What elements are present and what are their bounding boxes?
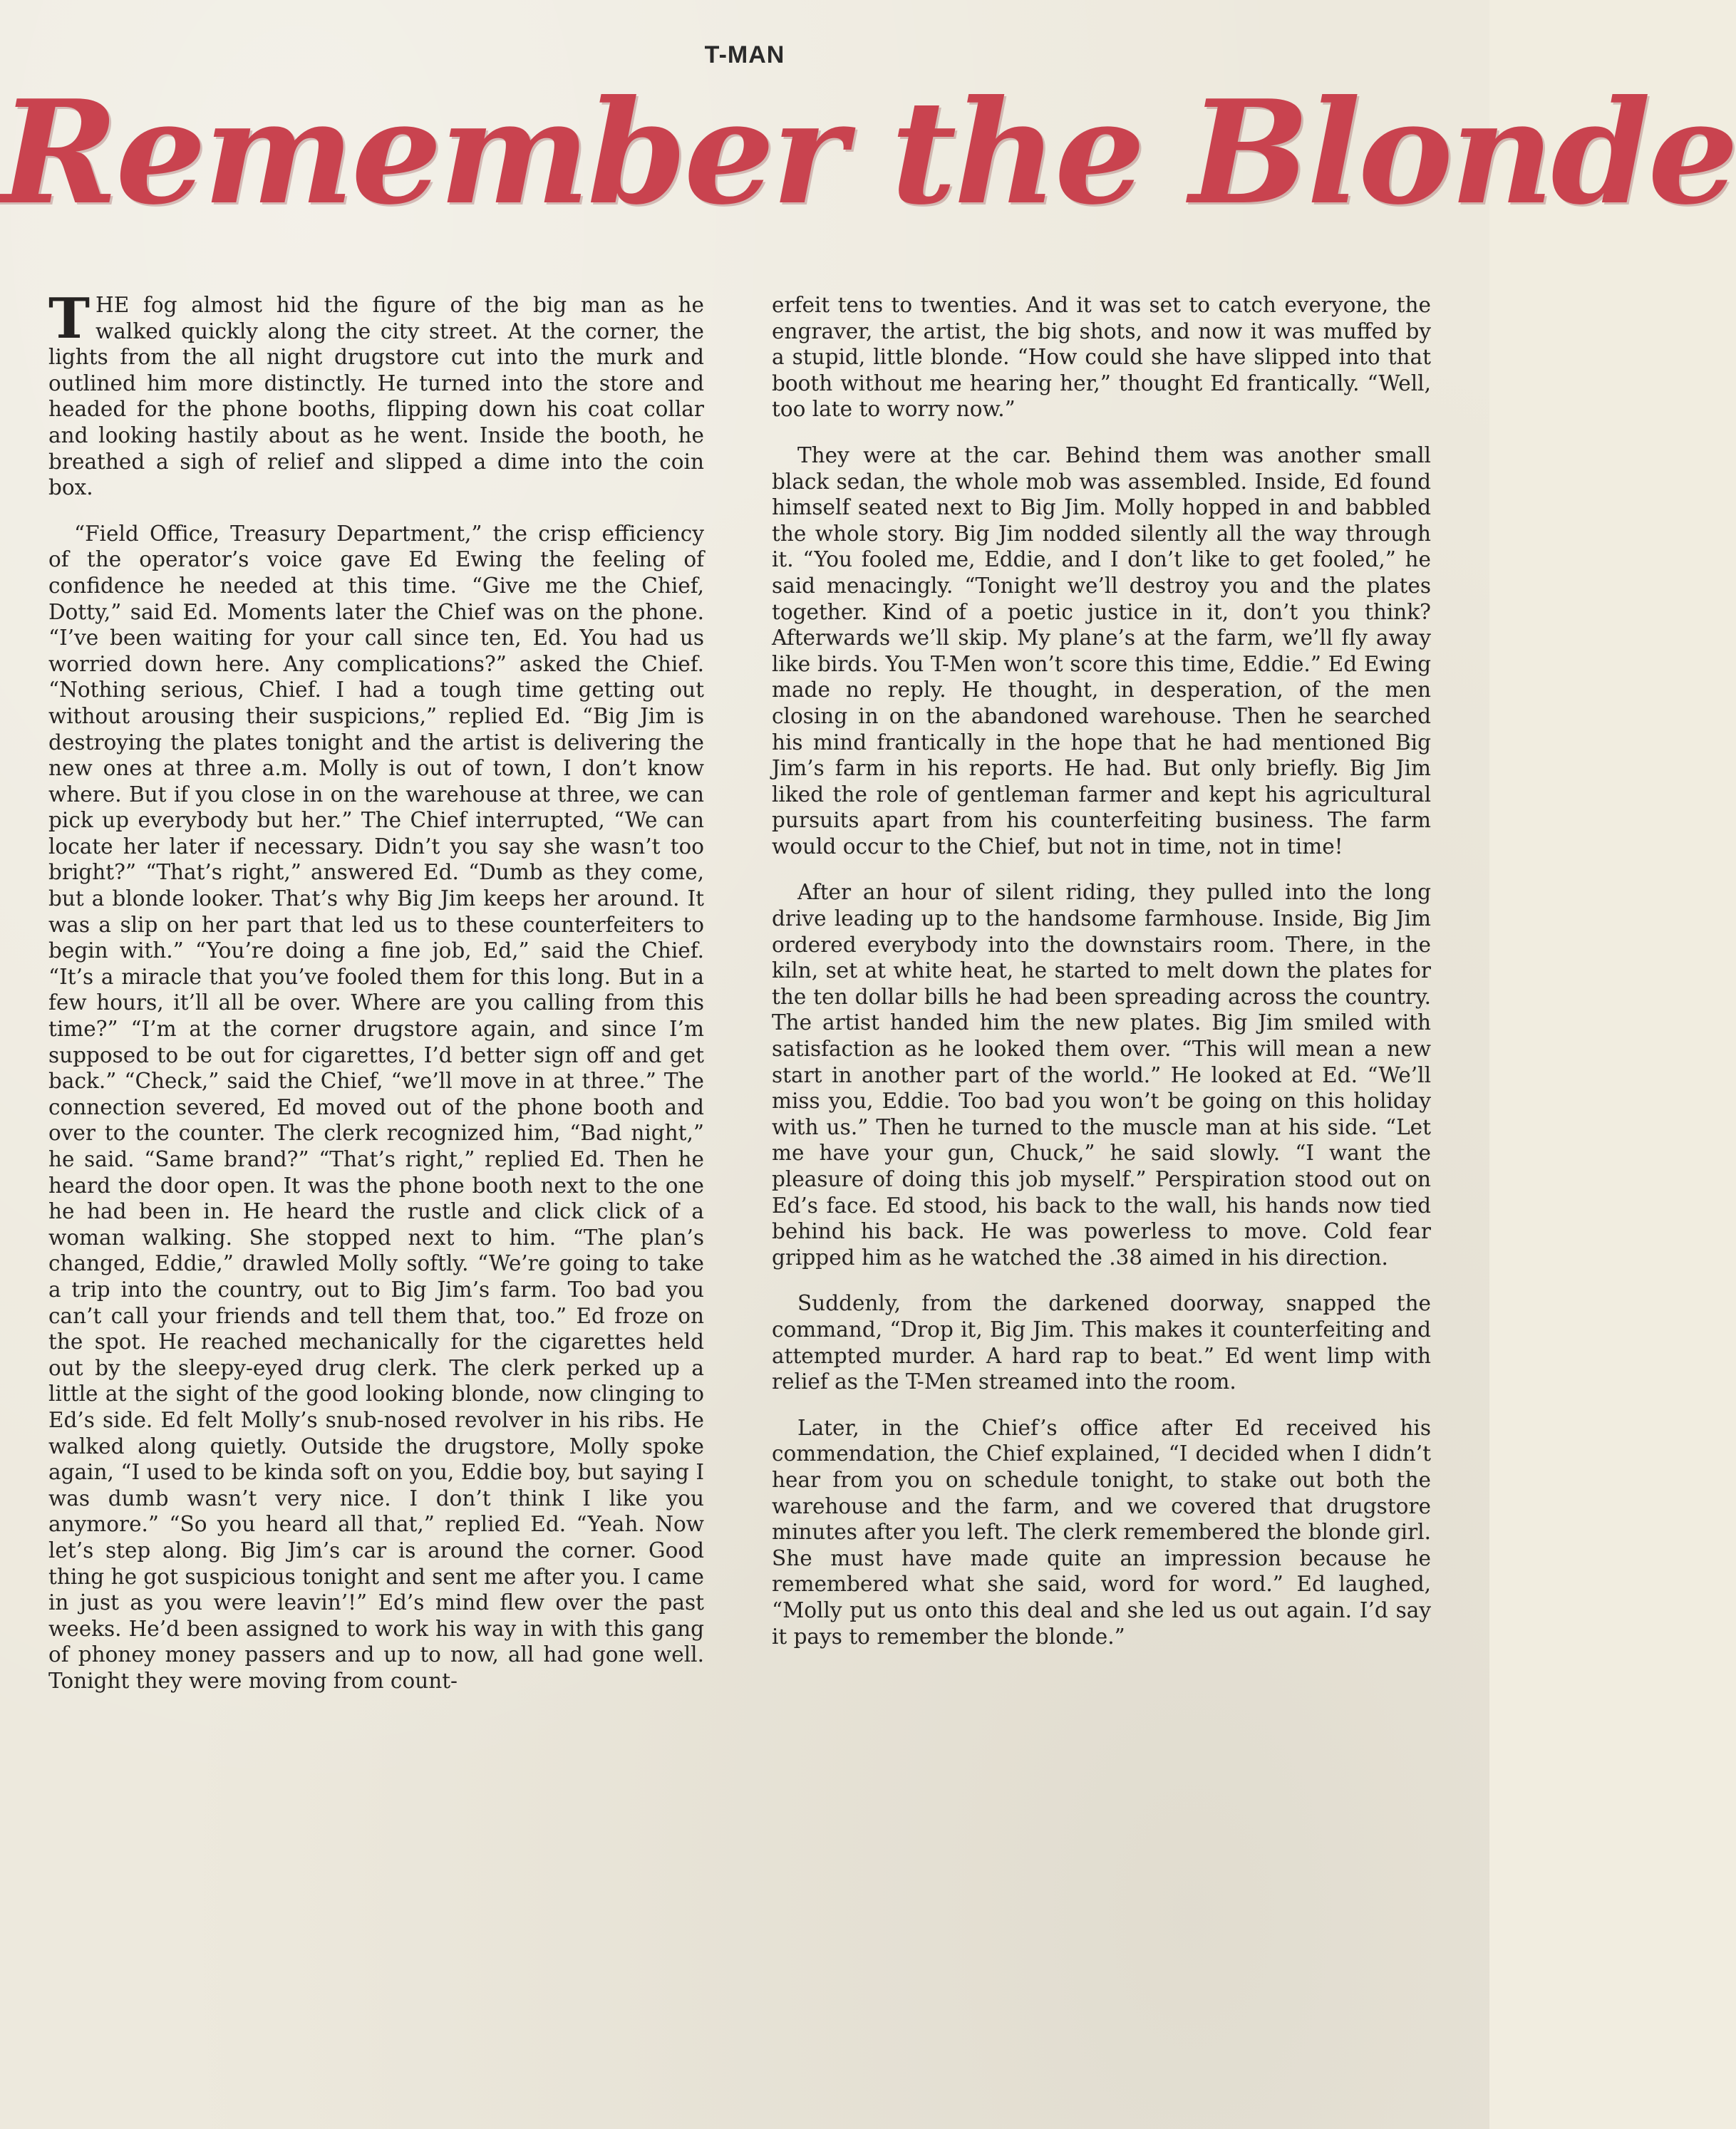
paragraph-6: Later, in the Chief’s office after Ed received his commendation, the Chief explained, “I decided when I didn’t hear from you on schedule tonight, to stake out both the warehouse and the farm, and we covered that drugstore minutes after you left. The clerk remembered the blonde girl. She must have made quite an impression because he remembered what she said, word for word.” Ed laughed, “Molly put us onto this deal and she led us out again. I’d say it pays to remember the blonde.” [772,1415,1431,1649]
paragraph-2-continued: erfeit tens to twenties. And it was set to catch everyone, the engraver, the artist, the big shots, and now it was muffed by a stupid, little blonde. “How could she have slipped into that booth without me hearing her,” thought Ed frantically. “Well, too late to worry now.” [772,293,1431,422]
series-name: T-MAN [704,41,785,68]
paragraph-1-text: HE fog almost hid the figure of the big man as he walked quickly along the city street. At the corner, the lights from the all night drugstore cut into the murk and outlined him more distinctly. He turned into the store and headed for the phone booths, flipping down his coat collar and looking hastily about as he went. Inside the booth, he breathed a sigh of relief and slipped a dime into the coin box. [48,293,704,500]
paragraph-4: After an hour of silent riding, they pulled into the long drive leading up to the handsome farmhouse. Inside, Big Jim ordered everybody into the downstairs room. There, in the kiln, set at white heat, he started to melt down the plates for the ten dollar bills he had been spreading across the country. The artist handed him the new plates. Big Jim smiled with satisfaction as he looked them over. “This will mean a new start in another part of the world.” He looked at Ed. “We’ll miss you, Eddie. Too bad you won’t be going on this holiday with us.” Then he turned to the muscle man at his side. “Let me have your gun, Chuck,” he said slowly. “I want the pleasure of doing this job myself.” Perspiration stood out on Ed’s face. Ed stood, his back to the wall, his hands now tied behind his back. He was powerless to move. Cold fear gripped him as he watched the .38 aimed in his direction. [772,880,1431,1270]
left-column [48,286,704,1714]
paragraph-3: They were at the car. Behind them was another small black sedan, the whole mob was assembled. Inside, Ed found himself seated next to Big Jim. Molly hopped in and babbled the whole story. Big Jim nodded silently all the way through it. “You fooled me, Eddie, and I don’t like to get fooled,” he said menacingly. “Tonight we’ll destroy you and the plates together. Kind of a poetic justice in it, don’t you think? Afterwards we’ll skip. My plane’s at the farm, we’ll fly away like birds. You T-Men won’t score this time, Eddie.” Ed Ewing made no reply. He thought, in desperation, of the men closing in on the abandoned warehouse. Then he searched his mind frantically in the hope that he had mentioned Big Jim’s farm in his reports. He had. But only briefly. Big Jim liked the role of gentleman farmer and kept his agricultural pursuits apart from his counterfeiting business. The farm would occur to the Chief, but not in time, not in time! [772,442,1431,859]
right-column [772,292,1431,1669]
paragraph-5: Suddenly, from the darkened doorway, snapped the command, “Drop it, Big Jim. This makes it counterfeiting and attempted murder. A hard rap to beat.” Ed went limp with relief as the T-Men streamed into the room. [772,1291,1431,1394]
story-title: Remember the Blonde [0,69,1736,237]
paragraph-1 [48,286,704,501]
paragraph-2: “Field Office, Treasury Department,” the crisp efficiency of the operator’s voice gave Ed Ewing the feeling of confidence he needed at this time. “Give me the Chief, Dotty,” said Ed. Moments later the Chief was on the phone. “I’ve been waiting for your call since ten, Ed. You had us worried down here. Any complications?” asked the Chief. “Nothing serious, Chief. I had a tough time getting out without arousing their suspicions,” replied Ed. “Big Jim is destroying the plates tonight and the artist is delivering the new ones at three a.m. Molly is out of town, I don’t know where. But if you close in on the warehouse at three, we can pick up everybody but her.” The Chief interrupted, “We can locate her later if necessary. Didn’t you say she wasn’t too bright?” “That’s right,” answered Ed. “Dumb as they come, but a blonde looker. That’s why Big Jim keeps her around. It was a slip on her part that led us to these counterfeiters to begin with.” “You’re doing a fine job, Ed,” said the Chief. “It’s a miracle that you’ve fooled them for this long. But in a few hours, it’ll all be over. Where are you calling from this time?” “I’m at the corner drugstore again, and since I’m supposed to be out for cigarettes, I’d better sign off and get back.” “Check,” said the Chief, “we’ll move in at three.” The connection severed, Ed moved out of the phone booth and over to the counter. The clerk recognized him, “Bad night,” he said. “Same brand?” “That’s right,” replied Ed. Then he heard the door open. It was the phone booth next to the one he had been in. He heard the rustle and click click of a woman walking. She stopped next to him. “The plan’s changed, Eddie,” drawled Molly softly. “We’re going to take a trip into the country, out to Big Jim’s farm. Too bad you can’t call your friends and tell them that, too.” Ed froze on the spot. He reached mechanically for the cigarettes held out by the sleepy-eyed drug clerk. The clerk perked up a little at the sight of the good looking blonde, now clinging to Ed’s side. Ed felt Molly’s snub-nosed revolver in his ribs. He walked along quietly. Outside the drugstore, Molly spoke again, “I used to be kinda soft on you, Eddie boy, but saying I was dumb wasn’t very nice. I don’t think I like you anymore.” “So you heard all that,” replied Ed. “Yeah. Now let’s step along. Big Jim’s car is around the corner. Good thing he got suspicious tonight and sent me after you. I came in just as you were leavin’!” Ed’s mind flew over the past weeks. He’d been assigned to work his way in with this gang of phoney money passers and up to now, all had gone well. Tonight they were moving from count- [48,521,704,1693]
drop-cap: T [48,286,91,351]
